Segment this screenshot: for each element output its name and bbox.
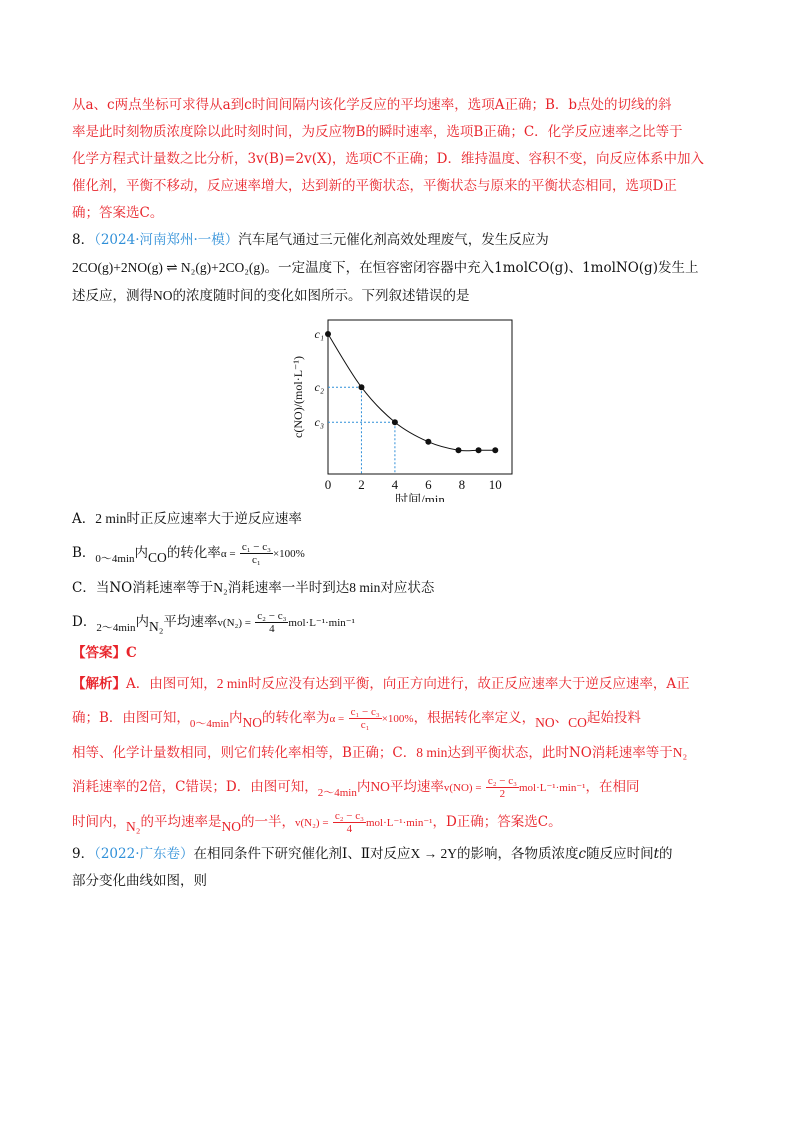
answer-label: 【答案】	[72, 645, 126, 661]
analysis-text: 起始投料	[586, 710, 641, 726]
chart-svg	[72, 312, 728, 502]
time-value: 8 min	[416, 745, 448, 760]
explanation-line: 催化剂，平衡不移动，反应速率增大，达到新的平衡状态，平衡状态与原来的平衡状态相同，选项D正	[72, 178, 677, 194]
y-axis-label: c(NO)/(mol·L⁻¹)	[291, 356, 305, 438]
question-stem: 的	[659, 846, 673, 862]
x-tick-label: 6	[425, 477, 432, 492]
formula-tail: ×100%	[272, 548, 305, 560]
explanation-line: 化学方程式计量数之比分析，3v(B)=2v(X)，选项C不正确；D．维持温度、容积不变，向反应体系中加入	[72, 151, 704, 167]
species: N₂	[672, 745, 688, 760]
analysis-text: 达到平衡状态，此时NO消耗速率等于	[447, 745, 673, 761]
formula-lhs: v(N₂) =	[294, 817, 329, 829]
fraction	[255, 610, 288, 635]
y-tick-label: c₂	[314, 380, 324, 395]
analysis-text: 时间内，	[72, 814, 126, 830]
formula-lhs: α =	[220, 548, 236, 560]
fraction-denominator: 2	[499, 788, 506, 800]
fraction	[240, 541, 273, 566]
previous-explanation	[72, 92, 728, 227]
x-tick-label: 0	[324, 477, 332, 492]
x-tick-label: 10	[488, 477, 502, 492]
analysis-text: 内	[356, 779, 371, 795]
analysis-text: 相等、化学计量数相同，则它们转化率相等，B正确；C．	[72, 745, 417, 761]
fraction-numerator: c₂ − c₃	[257, 610, 287, 622]
option-text: 的转化率	[166, 545, 221, 561]
option-a[interactable]	[72, 502, 728, 536]
fraction-denominator: c₁	[360, 719, 370, 731]
unit: mol·L⁻¹·min⁻¹	[518, 782, 586, 794]
time-value: 2 min	[216, 676, 248, 691]
question-stem: 在相同条件下研究催化剂Ⅰ、Ⅱ对反应	[193, 846, 411, 862]
analysis-text: 平均速率	[389, 779, 444, 795]
species: N₂	[213, 580, 228, 595]
question-stem: 的浓度随时间的变化如图所示。下列叙述错误的是	[172, 288, 470, 304]
analysis	[72, 667, 728, 840]
analysis-text: ，根据转化率定义，	[413, 710, 536, 726]
option-label: A．	[72, 511, 96, 527]
analysis-text: 内	[229, 710, 243, 726]
option-d[interactable]	[72, 605, 728, 640]
fraction-numerator: c₂ − c₃	[487, 775, 517, 787]
question-number: 9．	[72, 846, 95, 862]
data-point	[325, 331, 331, 337]
fraction-numerator: c₁ − c₃	[241, 541, 271, 553]
analysis-text: 的转化率为	[262, 710, 330, 726]
x-axis-label: 时间/min	[395, 492, 445, 502]
time-value: 8 min	[349, 580, 381, 595]
species: NO	[242, 715, 263, 730]
question-source: （2022·广东卷）	[94, 846, 194, 862]
x-tick-label: 2	[358, 477, 365, 492]
question-9	[72, 840, 728, 895]
analysis-text: ，D正确；答案选C。	[432, 814, 562, 830]
time-range: 2～4min	[96, 622, 136, 634]
formula-lhs: v(NO) =	[443, 782, 482, 794]
species: N₂	[148, 619, 164, 634]
fraction-denominator: c₁	[252, 554, 261, 566]
option-b[interactable]	[72, 536, 728, 571]
analysis-line	[72, 805, 728, 840]
analysis-text: ，在相同	[585, 779, 640, 795]
concentration-chart	[72, 312, 728, 502]
analysis-text: 消耗速率的2倍，C错误；D．由图可知，	[72, 779, 318, 795]
unit: mol·L⁻¹·min⁻¹	[365, 817, 433, 829]
unit: mol·L⁻¹·min⁻¹	[288, 617, 355, 629]
question-source: （2024·河南郑州·一模）	[94, 232, 239, 248]
answer-value: C	[126, 645, 137, 661]
species: CO	[148, 550, 167, 565]
question-number: 8．	[72, 232, 95, 248]
fraction	[333, 810, 366, 835]
question-8	[72, 227, 728, 840]
y-tick-label: c₁	[314, 327, 324, 341]
x-tick-label: 8	[458, 477, 466, 492]
option-label: C．	[72, 580, 96, 596]
analysis-text: 的平均速率是	[140, 814, 222, 830]
formula-lhs: α =	[329, 713, 345, 725]
question-stem: 汽车尾气通过三元催化剂高效处理废气，发生反应为	[238, 232, 549, 248]
time-range: 0～4min	[189, 718, 230, 730]
species: CO	[568, 715, 587, 730]
explanation-line: 确；答案选C。	[72, 205, 164, 221]
question-stem: 。一定温度下，在恒容密闭容器中充入1molCO(g)、1molNO(g)发生上	[264, 260, 699, 276]
species: NO	[153, 288, 173, 303]
data-point	[425, 439, 431, 445]
reaction-equation: X → 2Y	[410, 846, 458, 861]
species: NO	[535, 715, 555, 730]
plot-frame	[328, 320, 512, 474]
document-page	[72, 92, 728, 895]
analysis-label: 【解析】	[72, 676, 126, 692]
data-point	[392, 419, 398, 425]
option-label: B．	[72, 545, 96, 561]
option-text: 时正反应速率大于逆反应速率	[126, 511, 302, 527]
y-tick-label: c₃	[314, 415, 324, 430]
option-text: 内	[135, 614, 149, 630]
option-c[interactable]	[72, 571, 728, 605]
option-text: 当NO消耗速率等于	[95, 580, 214, 596]
variable: t	[653, 846, 660, 862]
option-text: 对应状态	[380, 580, 435, 596]
x-tick-label: 4	[391, 477, 399, 492]
fraction-numerator: c₂ − c₃	[334, 810, 364, 822]
species: N₂	[126, 819, 141, 834]
data-point	[492, 447, 498, 453]
option-text: 消耗速率一半时到达	[227, 580, 350, 596]
analysis-text: 、	[554, 710, 569, 726]
question-stem: 的影响，各物质浓度	[457, 846, 579, 862]
analysis-line	[72, 701, 728, 736]
analysis-line	[72, 667, 728, 701]
fraction	[486, 775, 519, 800]
analysis-line	[72, 736, 728, 770]
explanation-line: 从a、c两点坐标可求得从a到c时间间隔内该化学反应的平均速率，选项A正确；B．b点处的切线的斜	[72, 97, 672, 113]
time-value: 2 min	[95, 511, 127, 526]
analysis-text: 时反应没有达到平衡，向正方向进行，故正反应速率大于逆反应速率，A正	[247, 676, 690, 692]
time-range: 2～4min	[317, 787, 357, 799]
question-stem: 述反应，测得	[72, 288, 153, 304]
option-label: D．	[72, 614, 97, 630]
fraction-numerator: c₁ − c₃	[350, 706, 380, 718]
analysis-text: A．由图可知，	[126, 676, 217, 692]
question-stem: 随反应时间	[586, 846, 654, 862]
analysis-text: 确；B．由图可知，	[72, 710, 190, 726]
variable: c	[578, 846, 587, 862]
question-stem: 部分变化曲线如图，则	[72, 873, 207, 889]
option-text: 平均速率	[163, 614, 218, 630]
fraction-denominator: 4	[269, 623, 275, 635]
analysis-line	[72, 770, 728, 805]
explanation-line: 率是此时刻物质浓度除以此时刻时间，为反应物B的瞬时速率，选项B正确；C．化学反应速率之比等于	[72, 124, 683, 140]
answer	[72, 640, 728, 667]
fraction-denominator: 4	[346, 823, 353, 835]
data-point	[455, 447, 461, 453]
data-point	[476, 447, 482, 453]
species: NO	[370, 779, 390, 794]
series-line	[328, 334, 495, 451]
analysis-text: 的一半，	[240, 814, 295, 830]
option-text: 内	[134, 545, 149, 561]
formula-tail: ×100%	[381, 713, 414, 725]
formula-lhs: v(N₂) =	[217, 617, 251, 629]
time-range: 0～4min	[95, 553, 135, 565]
data-point	[358, 384, 364, 390]
species: NO	[221, 819, 241, 834]
reaction-equation: 2CO(g)+2NO(g) ⇌ N₂(g)+2CO₂(g)	[72, 260, 265, 275]
fraction	[349, 706, 382, 731]
